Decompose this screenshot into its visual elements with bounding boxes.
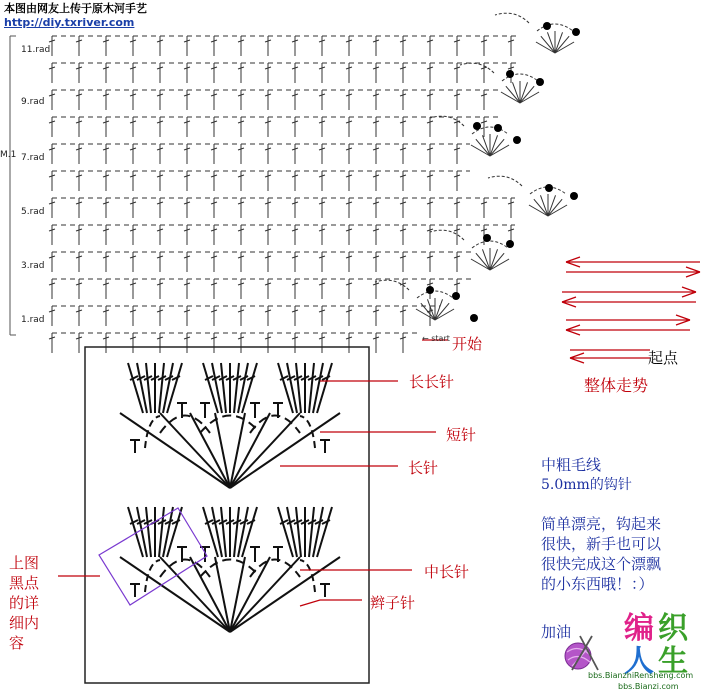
fan-stitch — [540, 195, 548, 216]
fan-stitch — [548, 195, 556, 216]
treble-stitch — [221, 363, 226, 413]
black-dot — [426, 286, 434, 294]
fan-stitch — [547, 32, 555, 53]
chain-arc — [250, 560, 300, 578]
long-stitch — [230, 557, 340, 632]
fan-stitch — [476, 253, 490, 270]
chain-arc — [145, 416, 160, 448]
treble-stitch — [287, 507, 297, 557]
long-stitch — [120, 413, 230, 488]
label-duanzhen: 短针 — [446, 426, 477, 444]
treble-stitch — [313, 507, 323, 557]
fan-stitch — [490, 259, 509, 270]
fan-stitch — [541, 36, 555, 53]
treble-stitch — [317, 507, 332, 557]
fan-stitch — [555, 32, 563, 53]
edge-fan-motifs — [375, 13, 574, 320]
fan-stitch — [520, 86, 534, 103]
chain-arc — [430, 230, 464, 240]
treble-stitch — [212, 363, 222, 413]
treble-stitch — [146, 507, 151, 557]
black-dot — [506, 240, 514, 248]
m1-label: M.1 — [0, 150, 17, 160]
label-changzhen: 长针 — [408, 459, 439, 477]
black-dot — [483, 234, 491, 242]
fan-stitch — [534, 199, 548, 216]
detail-note-line: 上图 — [9, 554, 40, 572]
fan-black-dots — [426, 22, 580, 322]
label-zhongchangzhen: 中长针 — [424, 563, 470, 581]
black-dot — [470, 314, 478, 322]
fan-stitch — [490, 145, 509, 156]
fan-stitch — [555, 36, 569, 53]
treble-stitch — [309, 507, 314, 557]
yarn-ball-icon — [558, 632, 604, 672]
logo-url[interactable]: bbs.Bianzi.com — [618, 682, 679, 691]
fan-stitch — [536, 42, 555, 53]
black-dot — [494, 124, 502, 132]
watermark-url[interactable]: http://diy.txriver.com — [4, 16, 135, 29]
treble-stitch — [238, 363, 248, 413]
treble-stitch — [278, 363, 293, 413]
detail-box-frame — [85, 347, 369, 683]
fan-stitch — [482, 135, 490, 156]
treble-stitch — [146, 363, 151, 413]
treble-stitch — [296, 507, 301, 557]
long-stitch — [230, 413, 245, 488]
black-dot — [506, 70, 514, 78]
black-dot — [545, 184, 553, 192]
fan-stitch — [490, 249, 498, 270]
qidian-label: 起点 — [648, 349, 679, 367]
treble-stitch — [278, 507, 293, 557]
row-label: 3.rad — [21, 261, 45, 271]
black-dot — [513, 136, 521, 144]
fan-stitch — [482, 249, 490, 270]
chain-arc — [375, 280, 409, 290]
treble-stitch — [296, 363, 301, 413]
yarn-note: 中粗毛线 — [541, 456, 602, 474]
start-marker: ← start — [422, 334, 450, 343]
direction-label: 整体走势 — [584, 376, 649, 395]
black-dot — [543, 22, 551, 30]
start-label-cn: 开始 — [452, 335, 483, 353]
hook-note: 5.0mm的钩针 — [541, 477, 632, 493]
description-line: 的小东西哦！：） — [541, 575, 654, 593]
row-bracket — [10, 36, 16, 335]
fan-stitch — [548, 199, 562, 216]
logo-char: 织 — [658, 611, 688, 646]
fan-stitch — [520, 82, 528, 103]
label-changchangzhen: 长长针 — [409, 373, 455, 391]
chain-arc — [488, 176, 522, 186]
row-label: 1.rad — [21, 315, 45, 325]
fan-stitch — [512, 82, 520, 103]
chain-arc — [495, 13, 529, 23]
direction-arrows — [562, 257, 700, 363]
long-stitch — [230, 413, 340, 488]
fan-stitch — [427, 299, 435, 320]
treble-stitch — [167, 507, 182, 557]
treble-stitch — [221, 507, 226, 557]
label-bianzizhen: 辫子针 — [370, 594, 416, 612]
chain-arc — [250, 416, 300, 434]
black-dot — [536, 78, 544, 86]
treble-stitch — [128, 363, 143, 413]
treble-stitch — [287, 363, 297, 413]
long-stitch — [120, 557, 230, 632]
long-stitch — [215, 557, 230, 632]
fan-stitch — [520, 92, 539, 103]
fan-arc — [472, 241, 508, 248]
fan-stitch — [435, 299, 443, 320]
fan-stitch — [490, 135, 498, 156]
chain-arc — [460, 63, 494, 73]
treble-stitch — [238, 507, 248, 557]
watermark-title: 本图由网友上传于原木河手艺 — [4, 2, 147, 15]
logo-char: 人 — [624, 644, 654, 679]
row-label: 9.rad — [21, 97, 45, 107]
long-stitch — [215, 413, 230, 488]
treble-stitch — [212, 507, 222, 557]
treble-stitch — [234, 363, 239, 413]
description-line: 简单漂亮，钩起来 — [541, 515, 662, 533]
fan-stitch — [435, 303, 449, 320]
detail-fan-motifs — [120, 363, 340, 632]
fan-stitch — [555, 42, 574, 53]
fan-arc — [417, 291, 453, 298]
fan-arc — [537, 24, 573, 31]
description-line: 很快完成这个漂飘 — [541, 555, 662, 573]
logo-char: 编 — [624, 611, 654, 646]
description-note — [541, 514, 661, 594]
detail-note — [9, 553, 49, 653]
cheer-note: 加油 — [541, 623, 572, 641]
fan-stitch — [471, 259, 490, 270]
fan-stitch — [506, 86, 520, 103]
chain-arc — [430, 116, 464, 126]
fan-stitch — [490, 139, 504, 156]
detail-note-line: 的详 — [9, 594, 40, 612]
treble-stitch — [317, 363, 332, 413]
row-label: 11.rad — [21, 45, 51, 55]
treble-stitch — [167, 363, 182, 413]
treble-stitch — [159, 363, 164, 413]
treble-stitch — [137, 363, 147, 413]
fan-stitch — [435, 309, 454, 320]
black-dot — [570, 192, 578, 200]
row-label: 7.rad — [21, 153, 45, 163]
description-line: 很快，新手也可以 — [541, 535, 662, 553]
treble-stitch — [159, 507, 164, 557]
chain-arc — [300, 416, 315, 448]
treble-stitch — [313, 363, 323, 413]
mesh-grid — [49, 36, 520, 353]
fan-stitch — [501, 92, 520, 103]
fan-stitch — [548, 205, 567, 216]
treble-stitch — [163, 363, 173, 413]
treble-stitch — [309, 363, 314, 413]
logo-url[interactable]: bbs.BianzhiRensheng.com — [588, 671, 694, 680]
fan-stitch — [529, 205, 548, 216]
black-dot — [452, 292, 460, 300]
fan-stitch — [471, 145, 490, 156]
black-dot — [572, 28, 580, 36]
fan-stitch — [476, 139, 490, 156]
row-label: 5.rad — [21, 207, 45, 217]
detail-note-line: 细内 — [9, 614, 40, 632]
treble-stitch — [128, 507, 143, 557]
black-dot — [473, 122, 481, 130]
fan-stitch — [490, 253, 504, 270]
logo-char: 生 — [658, 644, 688, 679]
detail-note-line: 黑点 — [9, 574, 40, 592]
chain-arc — [300, 560, 315, 592]
long-stitch — [230, 557, 245, 632]
detail-note-line: 容 — [9, 634, 25, 652]
treble-stitch — [234, 507, 239, 557]
